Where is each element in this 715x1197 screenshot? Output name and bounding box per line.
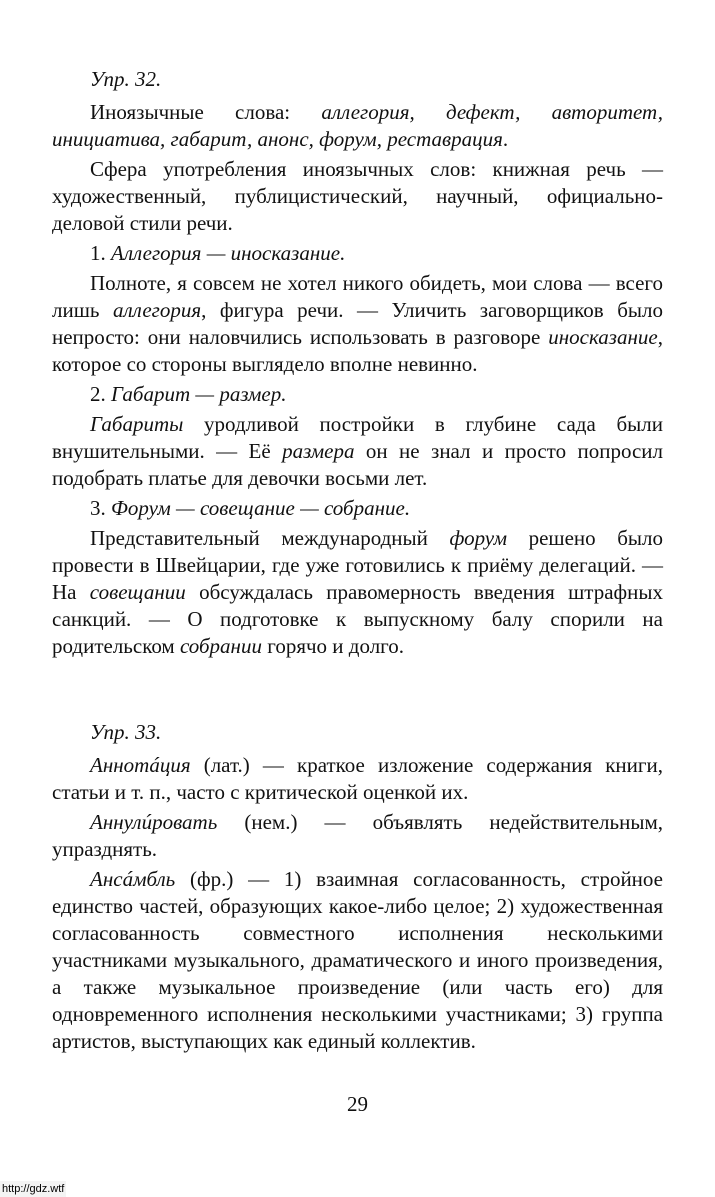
item-number: 3. <box>90 496 111 520</box>
exercise-33-heading: Упр. 33. <box>90 720 162 744</box>
item-text: Форум — совещание — собрание. <box>111 496 411 520</box>
definition-text: (фр.) — 1) взаимная согласованность, стройное единство частей, образующих какое-либо целое; 2) художественная согласованность совместного исполнения несколькими участниками музыкального, драматического и иного произведения, а также музыкальное произведение (или часть его) для одновременного исполнения несколькими участниками; 3) группа артистов, выступающих как единый коллектив. <box>52 867 663 1053</box>
italic-run: форум <box>449 526 508 550</box>
ex32-item-3 <box>52 495 663 522</box>
ex32-paragraph-usage-sphere: Сфера употребления иноязычных слов: книжная речь — художественный, публицистический, научный, официально-деловой стили речи. <box>52 157 663 235</box>
italic-run: совещании <box>89 580 186 604</box>
item-number: 2. <box>90 382 111 406</box>
definition-text: (нем.) — объявлять недействительным, упразднять. <box>52 810 663 861</box>
ex33-definition-annul <box>52 809 663 863</box>
item-text: Габарит — размер. <box>111 382 287 406</box>
text-run: Представительный международный <box>90 526 450 550</box>
italic-run: аллегория, дефект, авторитет, инициатива, габарит, анонс, форум, реставрация <box>52 100 663 151</box>
term: Аннулúровать <box>90 810 218 834</box>
text-run: горячо и долго. <box>261 634 405 658</box>
text-run: Полноте, я совсем не хотел никого обидеть, мои слова — всего лишь <box>52 271 663 322</box>
page-number: 29 <box>347 1092 368 1116</box>
ex32-example-3 <box>52 525 663 660</box>
italic-run: аллегория <box>112 298 202 322</box>
ex32-example-2 <box>52 411 663 492</box>
text-run: решено было провести в Швейцарии, где уже готовились к приёму делегаций. — На <box>52 526 663 604</box>
text-run: . <box>502 127 509 151</box>
italic-run: размера <box>282 439 355 463</box>
italic-run: иносказание <box>548 325 658 349</box>
ex32-example-1 <box>52 270 663 378</box>
term: Аннотáция <box>90 753 191 777</box>
text-run: Иноязычные слова: <box>90 100 322 124</box>
text-run: , которое со стороны выглядело вполне невинно. <box>52 325 663 376</box>
section-gap <box>52 663 663 719</box>
text-run: уродливой постройки в глубине сада были внушительными. — Её <box>52 412 663 463</box>
exercise-32-heading: Упр. 32. <box>90 67 162 91</box>
definition-text: (лат.) — краткое изложение содержания книги, статьи и т. п., часто с критической оценкой их. <box>52 753 663 804</box>
text-run: , фигура речи. — Уличить заговорщиков было непросто: они наловчились использовать в разговоре <box>52 298 663 349</box>
italic-run: Габариты <box>90 412 184 436</box>
term: Ансáмбль <box>90 867 176 891</box>
ex33-definition-annotation <box>52 752 663 806</box>
text-run: он не знал и просто попросил подобрать платье для девочки восьми лет. <box>52 439 664 490</box>
ex32-item-1 <box>52 240 663 267</box>
item-number: 1. <box>90 241 111 265</box>
text-run: обсуждалась правомерность введения штрафных санкций. — О подготовке к выпускному балу спорили на родительском <box>52 580 663 658</box>
ex32-paragraph-foreign-words <box>52 99 663 153</box>
ex33-definition-ensemble <box>52 866 663 1055</box>
ex32-item-2 <box>52 381 663 408</box>
italic-run: собрании <box>179 634 262 658</box>
watermark-url[interactable]: http://gdz.wtf <box>2 1183 65 1195</box>
page-content <box>52 66 663 1058</box>
item-text: Аллегория — иносказание. <box>111 241 346 265</box>
